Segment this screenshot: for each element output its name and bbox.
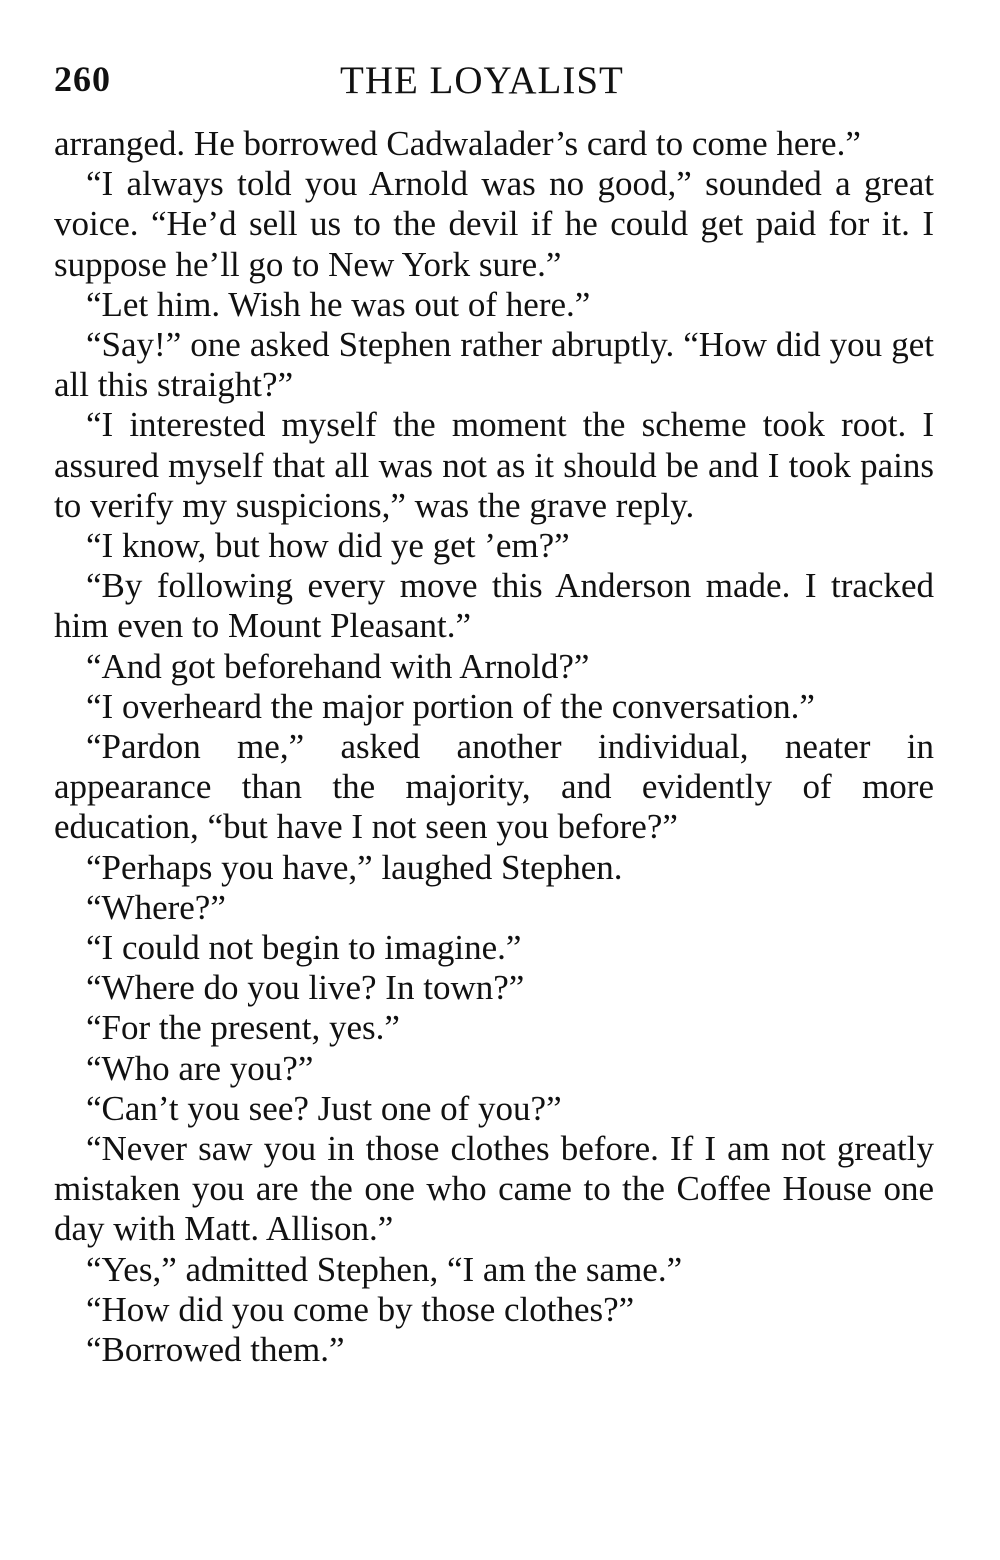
paragraph: “Borrowed them.” [86,1330,345,1370]
paragraph: “Yes,” admitted Stephen, “I am the same.” [86,1249,683,1289]
book-page [54,58,934,1370]
paragraph: “I always told you Arnold was no good,” sounded a great voice. “He’d sell us to the devil if he could get paid for it. I suppose he’ll go to New York sure.” [54,164,934,284]
page-header [54,58,934,114]
paragraph: “By following every move this Anderson made. I tracked him even to Mount Pleasant.” [54,566,934,646]
paragraph: “Can’t you see? Just one of you?” [86,1088,562,1128]
paragraph: “I interested myself the moment the scheme took root. I assured myself that all was not as it should be and I took pains to verify my suspicions,” was the grave reply. [54,405,934,525]
paragraph: “Let him. Wish he was out of here.” [86,284,591,324]
paragraph: “I overheard the major portion of the conversation.” [86,686,815,726]
paragraph: “How did you come by those clothes?” [86,1289,635,1329]
paragraph: arranged. He borrowed Cadwalader’s card to come here.” [54,124,861,163]
paragraph: “I could not begin to imagine.” [86,928,522,968]
paragraph: “Perhaps you have,” laughed Stephen. [86,847,623,887]
running-title: THE LOYALIST [340,59,624,102]
paragraph: “Where?” [86,887,226,927]
paragraph: “Never saw you in those clothes before. If I am not greatly mistaken you are the one who came to the Coffee House one day with Matt. Allison.” [54,1129,934,1249]
paragraph: “Say!” one asked Stephen rather abruptly. “How did you get all this straight?” [54,325,934,405]
paragraph: “Where do you live? In town?” [86,968,525,1008]
paragraph: “And got beforehand with Arnold?” [86,646,590,686]
body-text [54,124,934,1370]
page-number: 260 [54,59,111,99]
paragraph: “Pardon me,” asked another individual, neater in appearance than the majority, and evidently of more education, “but have I not seen you before?” [54,727,934,847]
paragraph: “For the present, yes.” [86,1008,400,1048]
paragraph: “I know, but how did ye get ’em?” [86,526,570,566]
paragraph: “Who are you?” [86,1048,314,1088]
